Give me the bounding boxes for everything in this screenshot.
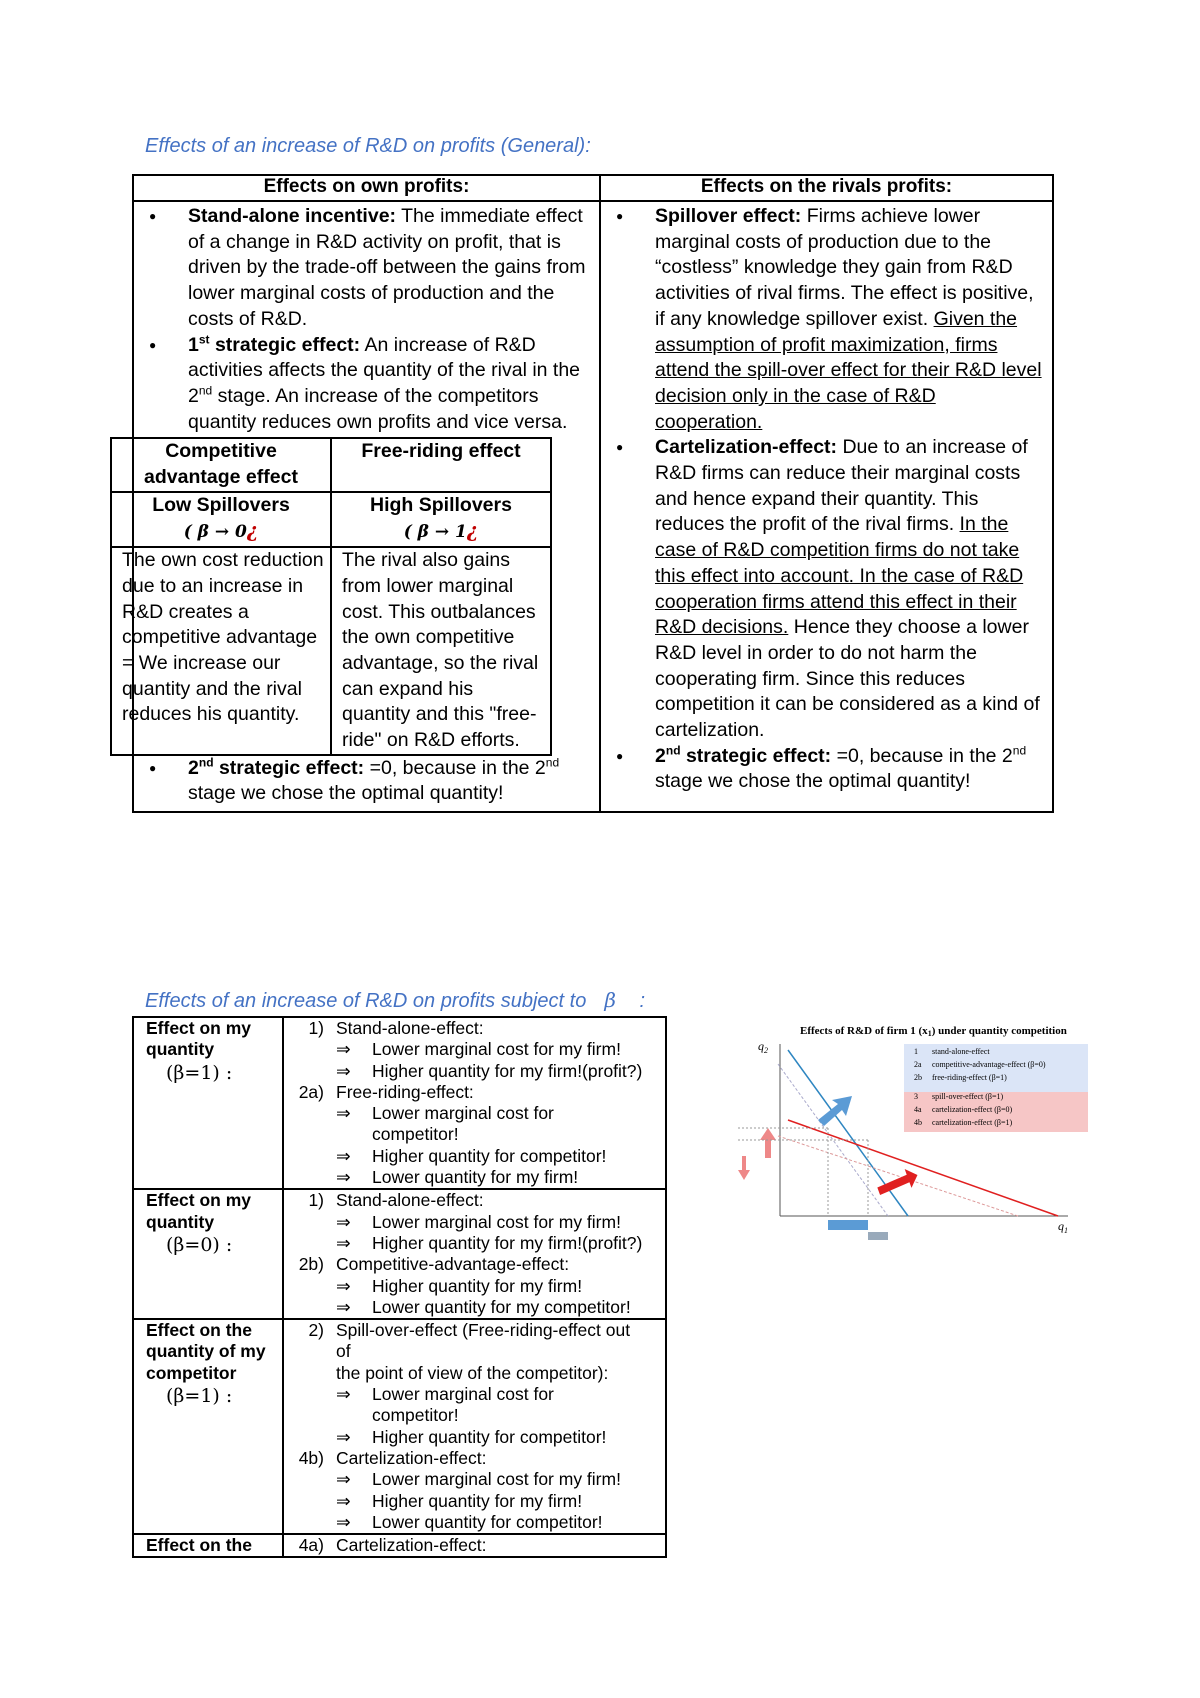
rd-effects-figure (718, 1020, 1098, 1250)
effect-number: 4b) (298, 1447, 324, 1468)
effect-text: Lower marginal cost for my firm! (372, 1469, 621, 1490)
effect-line (288, 1535, 661, 1556)
effect-number: 2b) (298, 1254, 324, 1275)
reaction-curve-firm2 (788, 1050, 908, 1216)
effect-text: Lower marginal cost for (372, 1384, 554, 1405)
implies-arrow-icon: ⇒ (336, 1275, 351, 1296)
legend-key: 2b (914, 1073, 922, 1082)
competitive-advantage-header: Competitive advantage effect (111, 438, 331, 491)
table-row (133, 1017, 666, 1189)
free-riding-header: Free-riding effect (331, 438, 551, 491)
spillover-effects-table (110, 437, 552, 755)
row-content (283, 1319, 666, 1534)
x-axis-label: $q_1$ (1058, 1219, 1068, 1235)
effect-line (288, 1039, 661, 1060)
arrow-red-icon (875, 1166, 921, 1199)
effect-line (288, 1276, 661, 1297)
high-spillovers-header: High Spillovers ( β → 1¿ (331, 492, 551, 547)
implies-arrow-icon: ⇒ (336, 1490, 351, 1511)
effect-line (288, 1491, 661, 1512)
reaction-curve-firm1-old (778, 1136, 1018, 1216)
effect-line (288, 1512, 661, 1533)
heading-subject-to-beta: Effects of an increase of R&D on profits subject to β : (145, 988, 646, 1012)
effect-line (288, 1384, 661, 1405)
legend-entry: cartelization-effect (β=0) (932, 1105, 1013, 1114)
legend-key: 1 (914, 1047, 918, 1056)
effect-text: Lower quantity for my firm! (372, 1167, 579, 1188)
bar-grey (868, 1232, 888, 1240)
implies-arrow-icon: ⇒ (336, 1039, 351, 1060)
effect-number: 1) (308, 1190, 324, 1211)
effect-line (288, 1448, 661, 1469)
effect-text: Higher quantity for my firm!(profit?) (372, 1060, 643, 1081)
implies-arrow-icon: ⇒ (336, 1103, 351, 1124)
legend-entry: stand-alone-effect (932, 1047, 990, 1056)
effect-number: 2) (308, 1320, 324, 1341)
effect-text: Higher quantity for competitor! (372, 1145, 607, 1166)
table-row (133, 1189, 666, 1319)
effect-text: Stand-alone-effect: (336, 1190, 484, 1211)
legend-entry: free-riding-effect (β=1) (932, 1073, 1007, 1082)
arrow-up-icon (760, 1128, 776, 1158)
legend-key: 3 (914, 1092, 918, 1101)
legend-key: 4b (914, 1118, 922, 1127)
legend-key: 4a (914, 1105, 922, 1114)
effect-line (288, 1363, 661, 1384)
effect-text: Lower quantity for my competitor! (372, 1296, 631, 1317)
effect-number: 1) (308, 1018, 324, 1038)
effect-text: Cartelization-effect: (336, 1535, 487, 1556)
row-content (283, 1189, 666, 1319)
effect-line (288, 1341, 661, 1362)
effect-text: Lower marginal cost for (372, 1103, 554, 1124)
effect-line (288, 1146, 661, 1167)
implies-arrow-icon: ⇒ (336, 1384, 351, 1405)
effect-text: competitor! (372, 1405, 459, 1426)
first-strategic-effect-item: ● 1st strategic effect: An increase of R&D activities affects the quantity of the rival in the 2nd stage. An increase of the competitors quantity reduces own profits and vice versa. (188, 333, 593, 436)
effect-text: Lower marginal cost for my firm! (372, 1039, 621, 1060)
implies-arrow-icon: ⇒ (336, 1145, 351, 1166)
effect-text: Higher quantity for my firm! (372, 1490, 583, 1511)
effect-line (288, 1469, 661, 1490)
stand-alone-incentive-item: ● Stand-alone incentive: The immediate effect of a change in R&D activity on profit, that is driven by the trade-off between the gains from lower marginal costs of production and the costs of R&D. (188, 204, 593, 333)
legend-entry: competitive-advantage-effect (β=0) (932, 1060, 1046, 1069)
effect-line (288, 1320, 661, 1341)
effect-text: Free-riding-effect: (336, 1081, 474, 1102)
second-strategic-effect-item-own: ● 2nd strategic effect: =0, because in the 2nd stage we chose the optimal quantity! (188, 756, 593, 807)
row-content (283, 1017, 666, 1189)
effect-number: 4a) (298, 1535, 324, 1556)
effect-line (288, 1082, 661, 1103)
effect-text: competitor! (372, 1124, 459, 1145)
effect-line (288, 1124, 661, 1145)
low-spillovers-header: Low Spillovers ( β → 0¿ (111, 492, 331, 547)
effect-line (288, 1254, 661, 1275)
effect-line (288, 1427, 661, 1448)
legend-key: 2a (914, 1060, 922, 1069)
effect-line (288, 1167, 661, 1188)
table-row (133, 1534, 666, 1557)
table-row (133, 1319, 666, 1534)
effect-line (288, 1190, 661, 1211)
col-header-rivals-profits: Effects on the rivals profits: (600, 175, 1053, 201)
effect-text: Lower marginal cost for my firm! (372, 1211, 621, 1232)
y-axis-label: $q_2$ (758, 1039, 768, 1055)
implies-arrow-icon: ⇒ (336, 1296, 351, 1317)
effect-line (288, 1405, 661, 1426)
heading-general: Effects of an increase of R&D on profits (General): (145, 135, 591, 157)
implies-arrow-icon: ⇒ (336, 1469, 351, 1490)
implies-arrow-icon: ⇒ (336, 1426, 351, 1447)
effect-text: Higher quantity for competitor! (372, 1426, 607, 1447)
effect-text: Higher quantity for my firm!(profit?) (372, 1232, 643, 1253)
effect-text: Lower quantity for competitor! (372, 1511, 603, 1532)
effect-line (288, 1297, 661, 1318)
rivals-profits-cell (600, 201, 1053, 812)
free-riding-text: The rival also gains from lower marginal cost. This outbalances the own competitive advantage, so the rival can expand his quantity and this "free-ride" on R&D efforts. (331, 547, 551, 755)
effect-text: Higher quantity for my firm! (372, 1275, 583, 1296)
effect-line (288, 1233, 661, 1254)
effect-line (288, 1061, 661, 1082)
effect-text: Cartelization-effect: (336, 1447, 487, 1468)
implies-arrow-icon: ⇒ (336, 1060, 351, 1081)
spillover-effect-item: ● Spillover effect: Firms achieve lower marginal costs of production due to the “costless” knowledge they gain from R&D activities of rival firms. The effect is positive, if any knowledge spillover exist. Given the assumption of profit maximization, firms attend the spill-over effect for their R&D level decision only in the case of R&D cooperation. (655, 204, 1046, 435)
implies-arrow-icon: ⇒ (336, 1232, 351, 1253)
own-profits-cell (122, 201, 600, 812)
second-strategic-effect-item-rival: ● 2nd strategic effect: =0, because in the 2nd stage we chose the optimal quantity! (655, 744, 1046, 795)
effect-text: Spill-over-effect (Free-riding-effect out (336, 1320, 631, 1341)
col-header-own-profits: Effects on own profits: (133, 175, 600, 201)
effect-line (288, 1103, 661, 1124)
implies-arrow-icon: ⇒ (336, 1167, 351, 1188)
competitive-advantage-text: The own cost reduction due to an increase in R&D creates a competitive advantage = We increase our quantity and the rival reduces his quantity. (111, 547, 331, 755)
effect-text: Stand-alone-effect: (336, 1018, 484, 1038)
effect-text: Competitive-advantage-effect: (336, 1254, 570, 1275)
row-label: Effect on the (133, 1534, 283, 1557)
effect-number: 2a) (298, 1081, 324, 1102)
legend-entry: cartelization-effect (β=1) (932, 1118, 1013, 1127)
implies-arrow-icon: ⇒ (336, 1211, 351, 1232)
effects-table-general (122, 174, 1054, 813)
arrow-blue-icon (818, 1096, 852, 1126)
effect-line (288, 1212, 661, 1233)
effects-table-beta (132, 1016, 667, 1558)
arrow-down-icon (738, 1156, 750, 1180)
row-label: Effect on my quantity (β=1) : (133, 1017, 283, 1189)
cartelization-effect-item: ● Cartelization-effect: Due to an increase of R&D firms can reduce their marginal costs and hence expand their quantity. This reduces the profit of the rival firms. In the case of R&D competition firms do not take this effect into account. In the case of R&D cooperation firms attend this effect in their R&D decisions. Hence they choose a lower R&D level in order to do not harm the cooperating firm. Since this reduces competition it can be considered as a kind of cartelization. (655, 435, 1046, 743)
implies-arrow-icon: ⇒ (336, 1511, 351, 1532)
effect-text: the point of view of the competitor): (336, 1362, 609, 1383)
legend-entry: spill-over-effect (β=1) (932, 1092, 1004, 1101)
row-label: Effect on the quantity of my competitor (β=1) : (133, 1319, 283, 1534)
figure-title: Effects of R&D of firm 1 (x1) under quantity competition (800, 1025, 1067, 1038)
effect-text: of (336, 1341, 351, 1362)
bar-blue (828, 1220, 868, 1230)
row-content (283, 1534, 666, 1557)
effect-line (288, 1018, 661, 1039)
row-label: Effect on my quantity (β=0) : (133, 1189, 283, 1319)
